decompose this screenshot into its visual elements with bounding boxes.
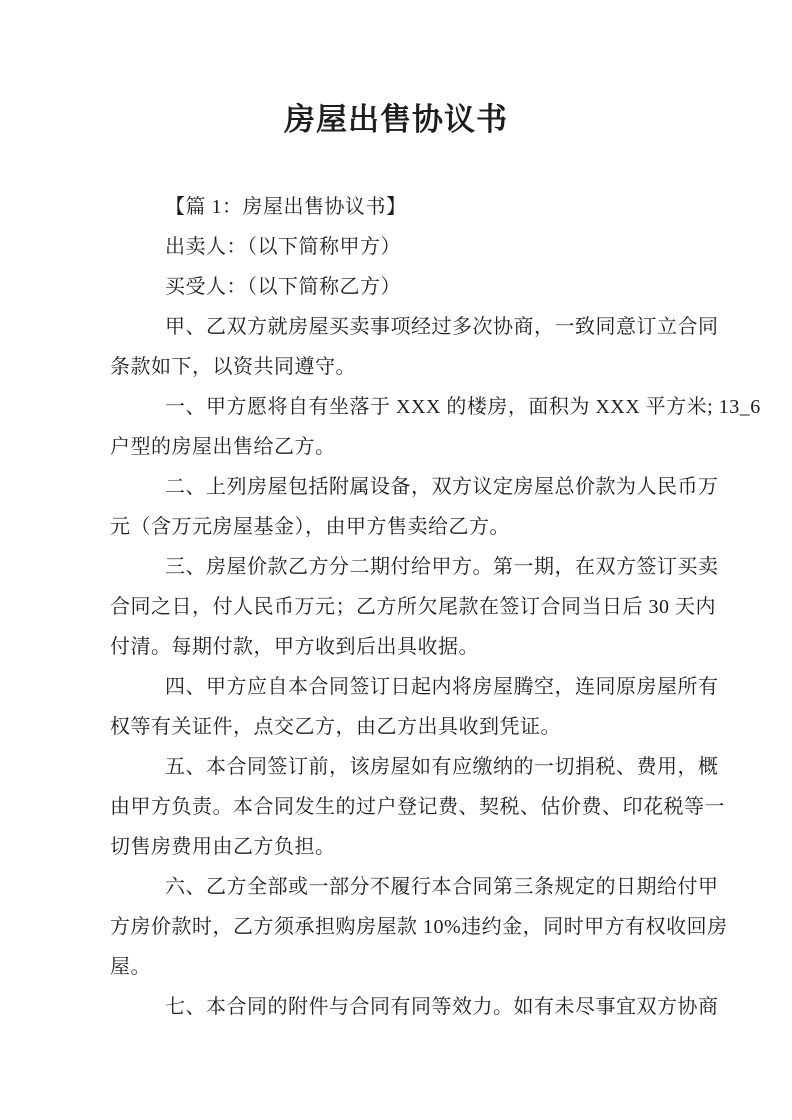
text-line: 出卖人：（以下简称甲方） [165, 236, 401, 258]
text-line: 【篇 1：房屋出售协议书】 [165, 196, 407, 218]
text-line: 户型的房屋出售给乙方。 [110, 436, 336, 458]
text-line: 二、上列房屋包括附属设备，双方议定房屋总价款为人民币万 [165, 476, 719, 498]
text-line: 买受人：（以下简称乙方） [165, 276, 401, 298]
text-line: 三、房屋价款乙方分二期付给甲方。第一期，在双方签订买卖 [165, 556, 719, 578]
text-line: 一、甲方愿将自有坐落于 XXX 的楼房，面积为 XXX 平方米; 13_6 [165, 396, 761, 418]
text-line: 合同之日，付人民币万元；乙方所欠尾款在签订合同当日后 30 天内 [110, 596, 716, 618]
text-line: 屋。 [110, 956, 151, 978]
text-line: 七、本合同的附件与合同有同等效力。如有未尽事宜双方协商 [165, 996, 719, 1018]
text-line: 权等有关证件，点交乙方，由乙方出具收到凭证。 [110, 716, 561, 738]
text-line: 四、甲方应自本合同签订日起内将房屋腾空，连同原房屋所有 [165, 676, 719, 698]
text-line: 五、本合同签订前，该房屋如有应缴纳的一切捐税、费用，概 [165, 756, 719, 778]
text-line: 元（含万元房屋基金），由甲方售卖给乙方。 [110, 516, 510, 538]
text-line: 由甲方负责。本合同发生的过户登记费、契税、估价费、印花税等一 [110, 796, 725, 818]
document-body [110, 187, 761, 1027]
text-line: 六、乙方全部或一部分不履行本合同第三条规定的日期给付甲 [165, 876, 719, 898]
text-line: 条款如下，以资共同遵守。 [110, 356, 356, 378]
document-title: 房屋出售协议书 [284, 102, 508, 137]
text-line: 付清。每期付款，甲方收到后出具收据。 [110, 636, 479, 658]
text-line: 甲、乙双方就房屋买卖事项经过多次协商，一致同意订立合同 [165, 316, 719, 338]
text-line: 方房价款时，乙方须承担购房屋款 10%违约金，同时甲方有权收回房 [110, 916, 728, 938]
text-line: 切售房费用由乙方负担。 [110, 836, 336, 858]
